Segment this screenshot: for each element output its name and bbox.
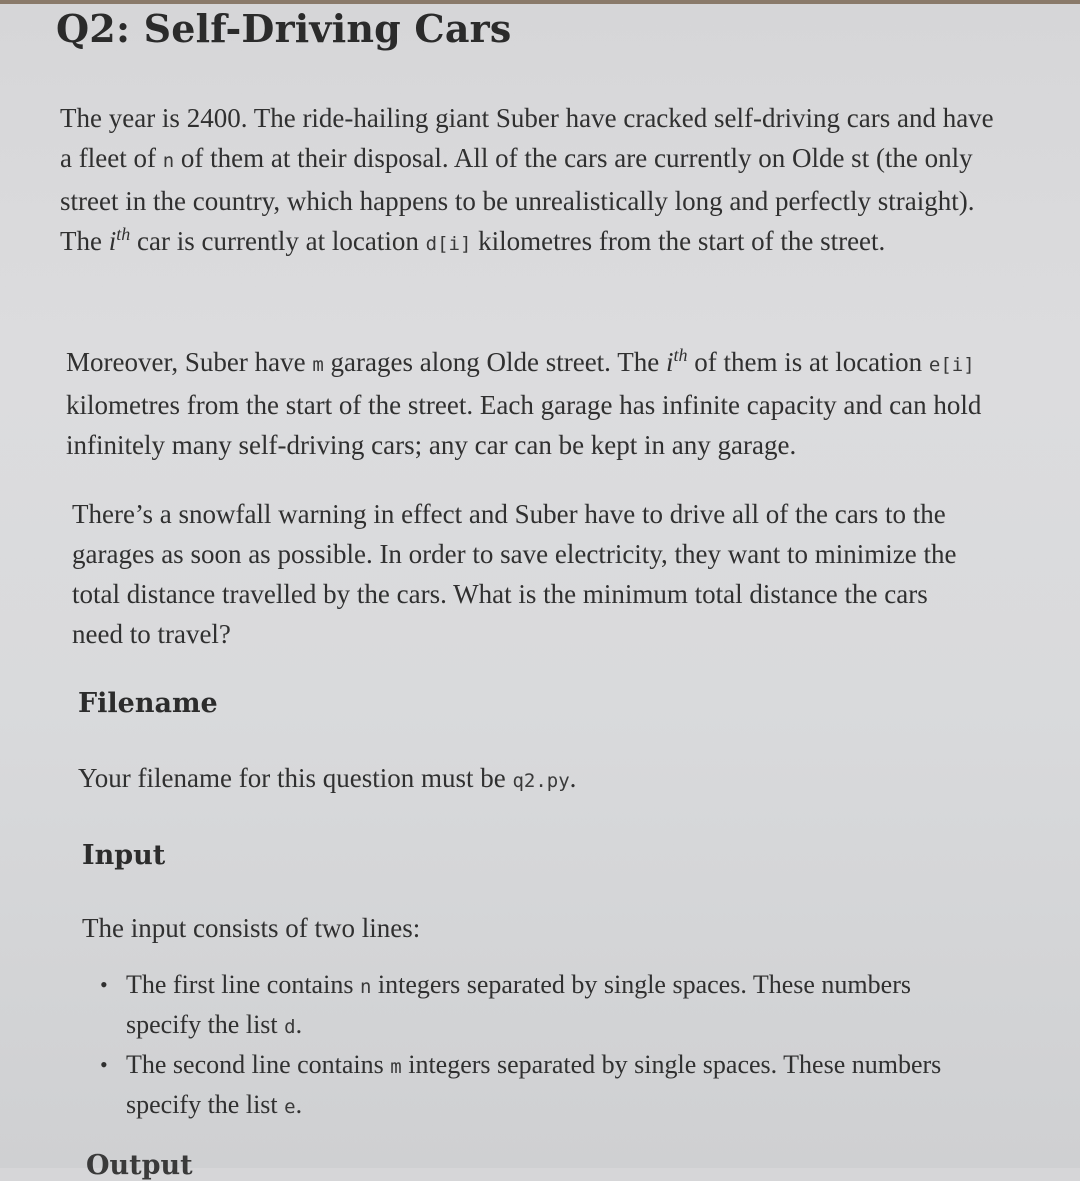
list-text: integers separated by single spaces. These numbers specify the list bbox=[126, 970, 911, 1039]
intro-text: kilometres from the start of the street. bbox=[471, 226, 886, 256]
input-heading: Input bbox=[82, 840, 166, 871]
output-heading: Output bbox=[86, 1150, 193, 1181]
year-value: 2400 bbox=[186, 103, 241, 133]
intro-paragraph bbox=[60, 98, 995, 264]
list-text: The second line contains bbox=[126, 1050, 391, 1079]
bullet-icon: • bbox=[100, 972, 108, 997]
list-item bbox=[96, 966, 946, 1046]
list-text: integers separated by single spaces. These numbers specify the list bbox=[126, 1050, 942, 1119]
list-d: d bbox=[284, 1016, 296, 1038]
list-e: e bbox=[284, 1096, 296, 1118]
bullet-icon: • bbox=[100, 1052, 108, 1077]
garages-text: of them is at location bbox=[687, 347, 929, 377]
warning-paragraph: There’s a snowfall warning in effect and Suber have to drive all of the cars to the garages as soon as possible. In order to save electricity, they want to minimize the total distance travelled by the cars. What is the minimum total distance the cars need to travel? bbox=[72, 499, 957, 649]
var-m: m bbox=[390, 1056, 402, 1078]
intro-text: of them at their disposal. All of the cars are currently on Olde st (the only street in the country, which happens to be unrealistically long and perfectly straight). The bbox=[60, 143, 975, 256]
var-m: m bbox=[312, 354, 324, 376]
math-th: th bbox=[116, 224, 131, 244]
var-n: n bbox=[162, 150, 175, 172]
input-intro: The input consists of two lines: bbox=[82, 913, 421, 943]
intro-text: car is currently at location bbox=[130, 226, 426, 256]
garages-paragraph bbox=[66, 342, 986, 465]
intro-text: The year is bbox=[60, 103, 187, 133]
math-i: i bbox=[665, 347, 674, 377]
garages-text: garages along Olde street. The bbox=[323, 347, 666, 377]
math-th: th bbox=[673, 345, 688, 365]
filename-code: q2.py bbox=[512, 770, 570, 792]
filename-heading: Filename bbox=[78, 688, 218, 719]
filename-paragraph bbox=[78, 758, 978, 801]
list-item bbox=[96, 1046, 946, 1126]
filename-text: Your filename for this question must be bbox=[78, 763, 513, 793]
input-list bbox=[96, 966, 946, 1126]
code-d-i: d[i] bbox=[425, 233, 472, 255]
page-title: Q2: Self-Driving Cars bbox=[56, 6, 512, 51]
math-i: i bbox=[108, 226, 117, 256]
filename-text: . bbox=[569, 763, 577, 793]
garages-text: kilometres from the start of the street. Each garage has infinite capacity and can hold infinitely many self-driving cars; any car can be kept in any garage. bbox=[66, 390, 982, 460]
var-n: n bbox=[359, 976, 372, 998]
list-text: . bbox=[295, 1010, 303, 1039]
code-e-i: e[i] bbox=[928, 354, 975, 376]
list-text: . bbox=[295, 1090, 303, 1119]
list-text: The first line contains bbox=[126, 970, 360, 999]
garages-text: Moreover, Suber have bbox=[66, 347, 313, 377]
intro-text: . The ride-hailing giant Suber have cracked self-driving cars and have a fleet of bbox=[60, 103, 994, 173]
